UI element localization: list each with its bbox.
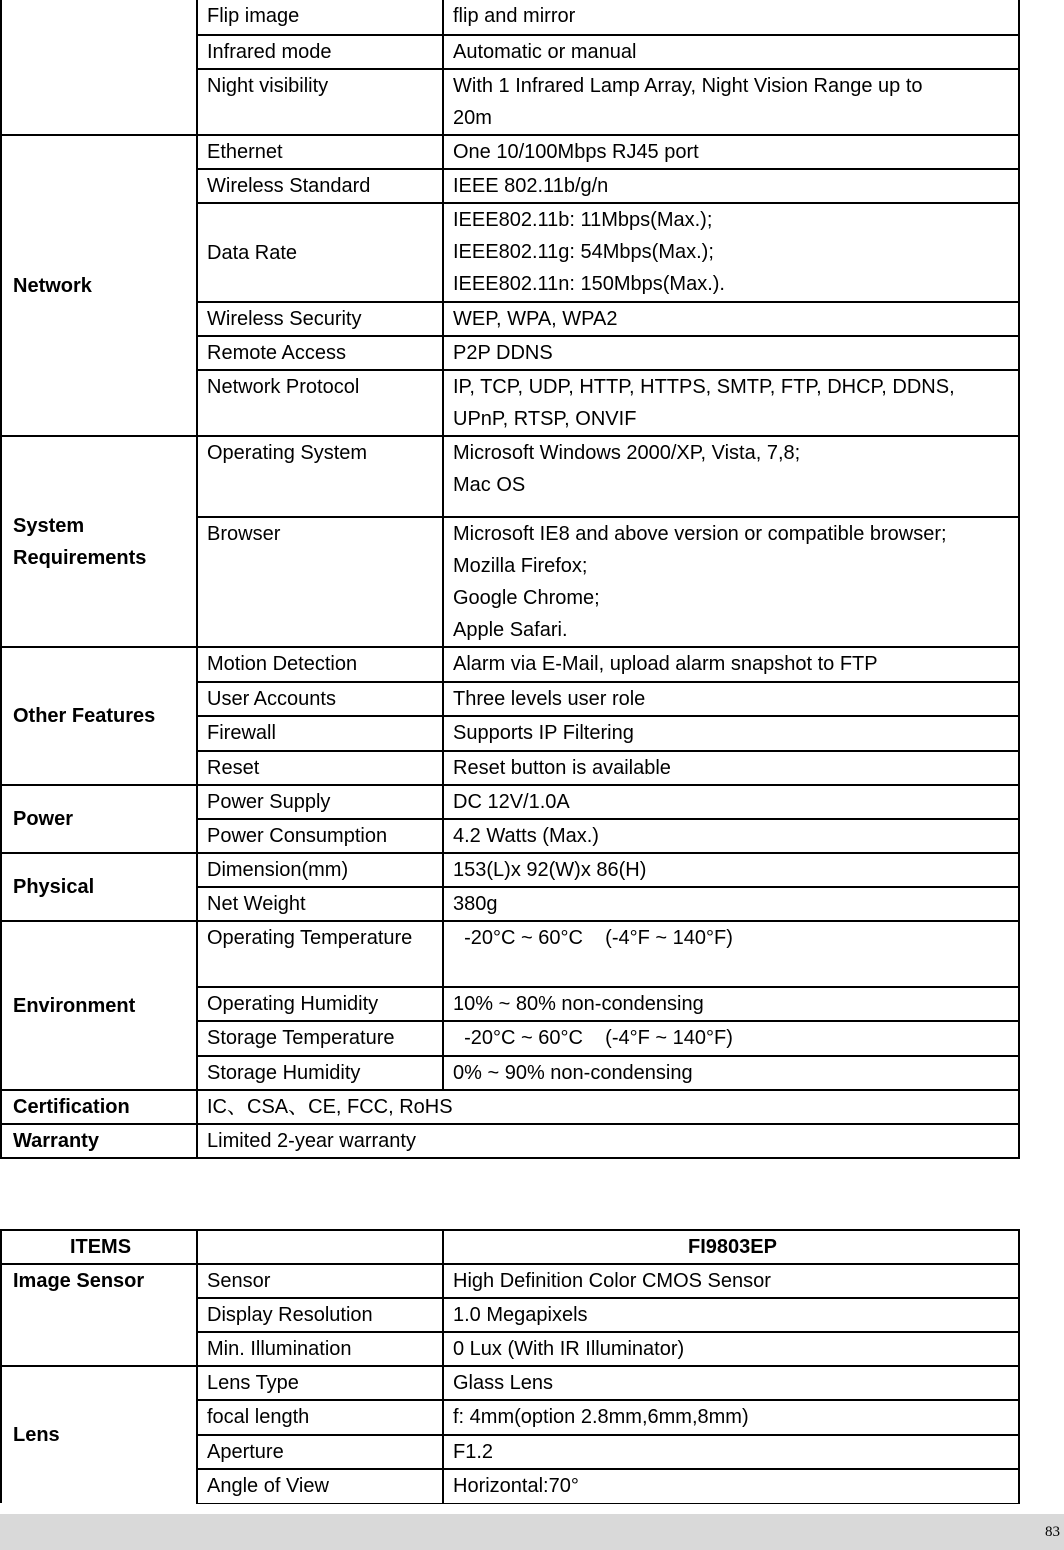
table-row — [1, 647, 1019, 682]
spec-label: Sensor — [197, 1264, 443, 1298]
spec-label: Browser — [197, 517, 443, 647]
spec-value-line: 153(L)x 92(W)x 86(H) — [453, 859, 647, 881]
spec-value — [443, 921, 1019, 987]
spec-value — [443, 682, 1019, 716]
spec-value-line: flip and mirror — [453, 5, 576, 27]
spec-value-line: Apple Safari. — [453, 619, 568, 641]
spec-value — [443, 35, 1019, 69]
spec-value-line: With 1 Infrared Lamp Array, Night Vision Range up to — [453, 75, 923, 97]
spec-value-line: P2P DDNS — [453, 342, 553, 364]
items-header: ITEMS — [1, 1230, 197, 1264]
spec-value-line: IP, TCP, UDP, HTTP, HTTPS, SMTP, FTP, DHCP, DDNS, — [453, 376, 955, 398]
spec-value — [443, 517, 1019, 647]
spec-label: Aperture — [197, 1435, 443, 1469]
spec-value — [443, 135, 1019, 169]
table-row — [1, 785, 1019, 819]
spec-label: Wireless Standard — [197, 169, 443, 203]
spec-label: Dimension(mm) — [197, 853, 443, 887]
spec-label: Storage Humidity — [197, 1056, 443, 1090]
category-cell: Environment — [1, 921, 197, 1090]
spec-value-line: Alarm via E-Mail, upload alarm snapshot to FTP — [453, 653, 878, 675]
spec-value-line: 4.2 Watts (Max.) — [453, 825, 599, 847]
spec-value-line: Automatic or manual — [453, 41, 637, 63]
spec-value-line: Three levels user role — [453, 688, 646, 710]
category-cell: Warranty — [1, 1124, 197, 1158]
category-cell: Physical — [1, 853, 197, 921]
spec-label: focal length — [197, 1400, 443, 1435]
spec-value-line: Google Chrome; — [453, 587, 600, 609]
blank-header — [197, 1230, 443, 1264]
spec-value-line: DC 12V/1.0A — [453, 791, 570, 813]
spec-value — [443, 370, 1019, 436]
category-cell — [1, 0, 197, 135]
spec-value: F1.2 — [443, 1435, 1019, 1469]
spec-label: Night visibility — [197, 69, 443, 135]
table-row — [1, 1124, 1019, 1158]
spec-value — [443, 853, 1019, 887]
spec-label: Operating Temperature — [197, 921, 443, 987]
spec-value — [443, 987, 1019, 1021]
spec-value-line: Microsoft IE8 and above version or compatible browser; — [453, 523, 947, 545]
model-spec-table — [0, 1229, 1020, 1504]
spec-value: 0 Lux (With IR Illuminator) — [443, 1332, 1019, 1366]
spec-value — [443, 819, 1019, 853]
spec-value: Limited 2-year warranty — [197, 1124, 1019, 1158]
spec-value — [443, 751, 1019, 785]
spec-value — [443, 169, 1019, 203]
spec-label: Lens Type — [197, 1366, 443, 1400]
spec-value-line: Mozilla Firefox; — [453, 555, 588, 577]
spec-value-line: -20°C ~ 60°C (-4°F ~ 140°F) — [453, 927, 733, 949]
spec-label: Ethernet — [197, 135, 443, 169]
spec-value — [443, 716, 1019, 751]
spec-value — [443, 647, 1019, 682]
spec-value-line: UPnP, RTSP, ONVIF — [453, 408, 637, 430]
spec-value: Horizontal:70° — [443, 1469, 1019, 1503]
spec-label: Power Consumption — [197, 819, 443, 853]
spec-value: f: 4mm(option 2.8mm,6mm,8mm) — [443, 1400, 1019, 1435]
table-row — [1, 921, 1019, 987]
category-cell: Image Sensor — [1, 1264, 197, 1366]
spec-label: Storage Temperature — [197, 1021, 443, 1056]
page-footer — [0, 1514, 1064, 1550]
spec-label: Flip image — [197, 0, 443, 35]
spec-label: Operating System — [197, 436, 443, 517]
table-row — [1, 0, 1019, 35]
table-header-row — [1, 1230, 1019, 1264]
spec-value-line: IEEE802.11n: 150Mbps(Max.). — [453, 273, 725, 295]
spec-value-line: WEP, WPA, WPA2 — [453, 308, 618, 330]
spec-label: User Accounts — [197, 682, 443, 716]
spec-value — [443, 302, 1019, 336]
spec-label: Motion Detection — [197, 647, 443, 682]
category-cell: System Requirements — [1, 436, 197, 647]
spec-value-line: 380g — [453, 893, 498, 915]
model-header: FI9803EP — [443, 1230, 1019, 1264]
spec-value-line: 0% ~ 90% non-condensing — [453, 1062, 693, 1084]
page-number: 83 — [1045, 1524, 1060, 1540]
spec-value: Glass Lens — [443, 1366, 1019, 1400]
spec-value-line: Mac OS — [453, 474, 526, 496]
spec-label: Firewall — [197, 716, 443, 751]
category-cell: Lens — [1, 1366, 197, 1503]
spec-value — [443, 436, 1019, 517]
spec-value: High Definition Color CMOS Sensor — [443, 1264, 1019, 1298]
spec-value-line: -20°C ~ 60°C (-4°F ~ 140°F) — [453, 1027, 733, 1049]
spec-value — [443, 1056, 1019, 1090]
spec-value-line: Reset button is available — [453, 757, 671, 779]
spec-value-line: 10% ~ 80% non-condensing — [453, 993, 704, 1015]
spec-value: 1.0 Megapixels — [443, 1298, 1019, 1332]
spec-value-line: One 10/100Mbps RJ45 port — [453, 141, 699, 163]
spec-value-line: 20m — [453, 107, 492, 129]
table-row — [1, 1366, 1019, 1400]
spec-value — [443, 0, 1019, 35]
spec-label: Network Protocol — [197, 370, 443, 436]
category-cell: Network — [1, 135, 197, 436]
spec-value — [443, 336, 1019, 370]
spec-value — [443, 1021, 1019, 1056]
spec-label: Net Weight — [197, 887, 443, 921]
table-row — [1, 853, 1019, 887]
spec-value-line: Supports IP Filtering — [453, 722, 634, 744]
spec-value — [443, 69, 1019, 135]
spec-value — [443, 887, 1019, 921]
spec-value: IC、CSA、CE, FCC, RoHS — [197, 1090, 1019, 1124]
table-row — [1, 436, 1019, 517]
spec-label: Wireless Security — [197, 302, 443, 336]
spec-label: Reset — [197, 751, 443, 785]
category-cell: Power — [1, 785, 197, 853]
table-row — [1, 1090, 1019, 1124]
spec-label: Power Supply — [197, 785, 443, 819]
table-row — [1, 1264, 1019, 1298]
spec-label: Remote Access — [197, 336, 443, 370]
spec-label: Angle of View — [197, 1469, 443, 1503]
category-cell: Other Features — [1, 647, 197, 785]
spec-value-line: IEEE802.11g: 54Mbps(Max.); — [453, 241, 714, 263]
spec-label: Data Rate — [197, 203, 443, 302]
spec-value-line: IEEE802.11b: 11Mbps(Max.); — [453, 209, 713, 231]
spec-label: Min. Illumination — [197, 1332, 443, 1366]
spec-label: Infrared mode — [197, 35, 443, 69]
spec-label: Operating Humidity — [197, 987, 443, 1021]
table-row — [1, 135, 1019, 169]
spec-value — [443, 203, 1019, 302]
spec-value-line: IEEE 802.11b/g/n — [453, 175, 609, 197]
spec-value-line: Microsoft Windows 2000/XP, Vista, 7,8; — [453, 442, 801, 464]
spec-value — [443, 785, 1019, 819]
spec-label: Display Resolution — [197, 1298, 443, 1332]
category-cell: Certification — [1, 1090, 197, 1124]
